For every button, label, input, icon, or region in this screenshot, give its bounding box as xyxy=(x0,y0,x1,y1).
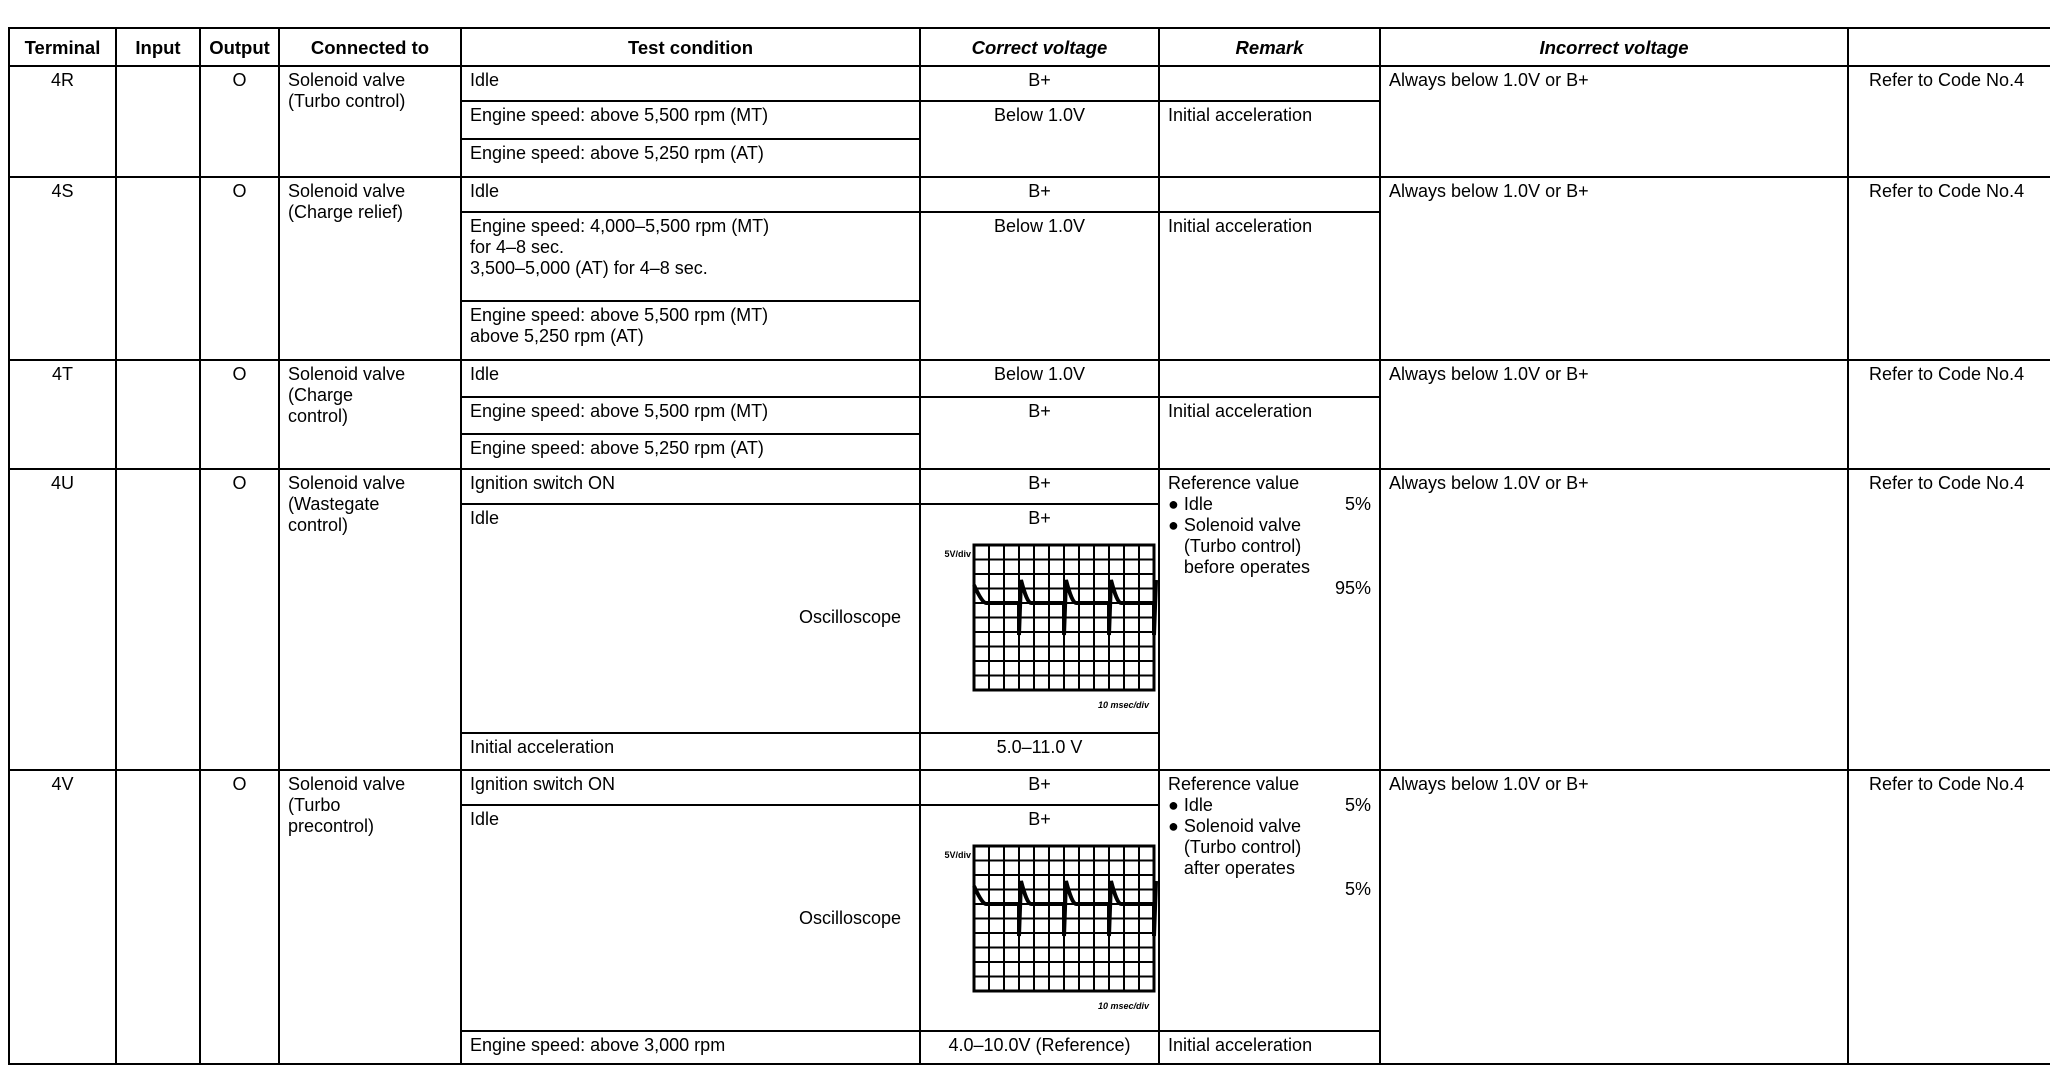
output-mark: O xyxy=(200,770,279,1064)
remark-cell xyxy=(1159,360,1380,397)
remark-idle-pct: 5% xyxy=(1344,795,1371,815)
scope-time-label: 10 msec/div xyxy=(1097,1001,1149,1011)
remark-cell: Initial acceleration xyxy=(1159,212,1380,360)
terminal-spec-table xyxy=(8,27,2050,1065)
incorrect-voltage-cell: Always below 1.0V or B+ xyxy=(1380,360,1848,469)
voltage-value: B+ xyxy=(1028,508,1051,528)
output-mark: O xyxy=(200,360,279,469)
test-condition-cell: Engine speed: above 5,500 rpm (MT) xyxy=(461,397,920,434)
connected-to-cell: Solenoid valve (Charge relief) xyxy=(279,177,461,360)
terminal-cell: 4S xyxy=(9,177,116,360)
remark-cell xyxy=(1159,770,1380,1031)
bullet-icon: ● xyxy=(1168,515,1184,535)
correct-voltage-cell: 4.0–10.0V (Reference) xyxy=(920,1031,1159,1064)
test-condition-cell xyxy=(461,805,920,1031)
remark-cell xyxy=(1159,66,1380,101)
correct-voltage-cell xyxy=(920,504,1159,733)
header-terminal: Terminal xyxy=(9,28,116,66)
test-condition-cell: Idle xyxy=(461,66,920,101)
correct-voltage-cell: B+ xyxy=(920,469,1159,504)
test-condition-label: Idle xyxy=(470,508,500,528)
terminal-cell: 4R xyxy=(9,66,116,177)
connected-to-cell: Solenoid valve (Turbo precontrol) xyxy=(279,770,461,1064)
header-incorrect-voltage: Incorrect voltage xyxy=(1380,28,1848,66)
oscilloscope-label: Oscilloscope xyxy=(798,607,901,627)
header-correct-voltage: Correct voltage xyxy=(920,28,1159,66)
incorrect-voltage-cell: Always below 1.0V or B+ xyxy=(1380,770,1848,1064)
remark-solenoid-label: Solenoid valve (Turbo control) after operates xyxy=(1183,816,1302,878)
header-connected-to: Connected to xyxy=(279,28,461,66)
table-row xyxy=(9,360,2050,397)
oscilloscope-trace xyxy=(929,836,1159,1016)
remark-title: Reference value xyxy=(1168,774,1300,794)
remark-idle-label: Idle xyxy=(1183,795,1213,815)
remark-solenoid xyxy=(1168,816,1371,879)
remark-solenoid-pct: 95% xyxy=(1334,578,1371,598)
test-condition-cell: Engine speed: above 3,000 rpm xyxy=(461,1031,920,1064)
oscilloscope-trace xyxy=(929,535,1159,715)
terminal-cell: 4T xyxy=(9,360,116,469)
input-cell xyxy=(116,469,200,770)
correct-voltage-cell xyxy=(920,805,1159,1031)
test-condition-cell: Ignition switch ON xyxy=(461,469,920,504)
input-cell xyxy=(116,177,200,360)
correct-voltage-cell: B+ xyxy=(920,397,1159,469)
header-input: Input xyxy=(116,28,200,66)
table-row xyxy=(9,177,2050,212)
input-cell xyxy=(116,360,200,469)
remark-solenoid-pct: 5% xyxy=(1344,879,1371,899)
remark-solenoid-label: Solenoid valve (Turbo control) before operates xyxy=(1183,515,1310,577)
refer-code-cell: Refer to Code No.4 xyxy=(1848,66,2050,177)
bullet-icon: ● xyxy=(1168,816,1184,836)
correct-voltage-cell: B+ xyxy=(920,177,1159,212)
oscilloscope-label: Oscilloscope xyxy=(798,908,901,928)
correct-voltage-cell: B+ xyxy=(920,770,1159,805)
test-condition-cell: Idle xyxy=(461,360,920,397)
test-condition-cell: Engine speed: above 5,500 rpm (MT) xyxy=(461,101,920,139)
header-last xyxy=(1848,28,2050,66)
remark-idle xyxy=(1168,494,1371,515)
remark-cell: Initial acceleration xyxy=(1159,101,1380,177)
connected-to-cell: Solenoid valve (Charge control) xyxy=(279,360,461,469)
table-row xyxy=(9,66,2050,101)
refer-code-cell: Refer to Code No.4 xyxy=(1848,770,2050,1064)
test-condition-cell: Initial acceleration xyxy=(461,733,920,770)
test-condition-cell xyxy=(461,504,920,733)
table-row xyxy=(9,770,2050,805)
output-mark: O xyxy=(200,469,279,770)
header-test-condition: Test condition xyxy=(461,28,920,66)
terminal-cell: 4U xyxy=(9,469,116,770)
correct-voltage-cell: Below 1.0V xyxy=(920,212,1159,360)
incorrect-voltage-cell: Always below 1.0V or B+ xyxy=(1380,177,1848,360)
header-remark: Remark xyxy=(1159,28,1380,66)
remark-idle-pct: 5% xyxy=(1344,494,1371,514)
input-cell xyxy=(116,66,200,177)
output-mark: O xyxy=(200,177,279,360)
connected-to-cell: Solenoid valve (Wastegate control) xyxy=(279,469,461,770)
test-condition-cell: Engine speed: above 5,500 rpm (MT) above 5,250 rpm (AT) xyxy=(461,301,920,360)
test-condition-cell: Idle xyxy=(461,177,920,212)
correct-voltage-cell: Below 1.0V xyxy=(920,360,1159,397)
refer-code-cell: Refer to Code No.4 xyxy=(1848,469,2050,770)
remark-idle-label: Idle xyxy=(1183,494,1213,514)
output-mark: O xyxy=(200,66,279,177)
incorrect-voltage-cell: Always below 1.0V or B+ xyxy=(1380,469,1848,770)
remark-cell: Initial acceleration xyxy=(1159,1031,1380,1064)
table-row xyxy=(9,469,2050,504)
terminal-cell: 4V xyxy=(9,770,116,1064)
scope-volts-label: 5V/div xyxy=(944,549,971,559)
remark-cell xyxy=(1159,469,1380,770)
header-row xyxy=(9,28,2050,66)
input-cell xyxy=(116,770,200,1064)
refer-code-cell: Refer to Code No.4 xyxy=(1848,177,2050,360)
connected-to-cell: Solenoid valve (Turbo control) xyxy=(279,66,461,177)
scope-time-label: 10 msec/div xyxy=(1097,700,1149,710)
bullet-icon: ● Idle xyxy=(1168,795,1213,815)
scope-volts-label: 5V/div xyxy=(944,850,971,860)
remark-cell xyxy=(1159,177,1380,212)
voltage-value: B+ xyxy=(1028,809,1051,829)
header-output: Output xyxy=(200,28,279,66)
remark-idle xyxy=(1168,795,1371,816)
correct-voltage-cell: 5.0–11.0 V xyxy=(920,733,1159,770)
test-condition-cell: Ignition switch ON xyxy=(461,770,920,805)
remark-solenoid xyxy=(1168,515,1371,578)
remark-title: Reference value xyxy=(1168,473,1300,493)
refer-code-cell: Refer to Code No.4 xyxy=(1848,360,2050,469)
test-condition-cell: Engine speed: above 5,250 rpm (AT) xyxy=(461,434,920,469)
incorrect-voltage-cell: Always below 1.0V or B+ xyxy=(1380,66,1848,177)
correct-voltage-cell: Below 1.0V xyxy=(920,101,1159,177)
test-condition-cell: Engine speed: 4,000–5,500 rpm (MT) for 4–8 sec. 3,500–5,000 (AT) for 4–8 sec. xyxy=(461,212,920,301)
test-condition-label: Idle xyxy=(470,809,500,829)
correct-voltage-cell: B+ xyxy=(920,66,1159,101)
remark-cell: Initial acceleration xyxy=(1159,397,1380,469)
bullet-icon: ● Idle xyxy=(1168,494,1213,514)
test-condition-cell: Engine speed: above 5,250 rpm (AT) xyxy=(461,139,920,177)
